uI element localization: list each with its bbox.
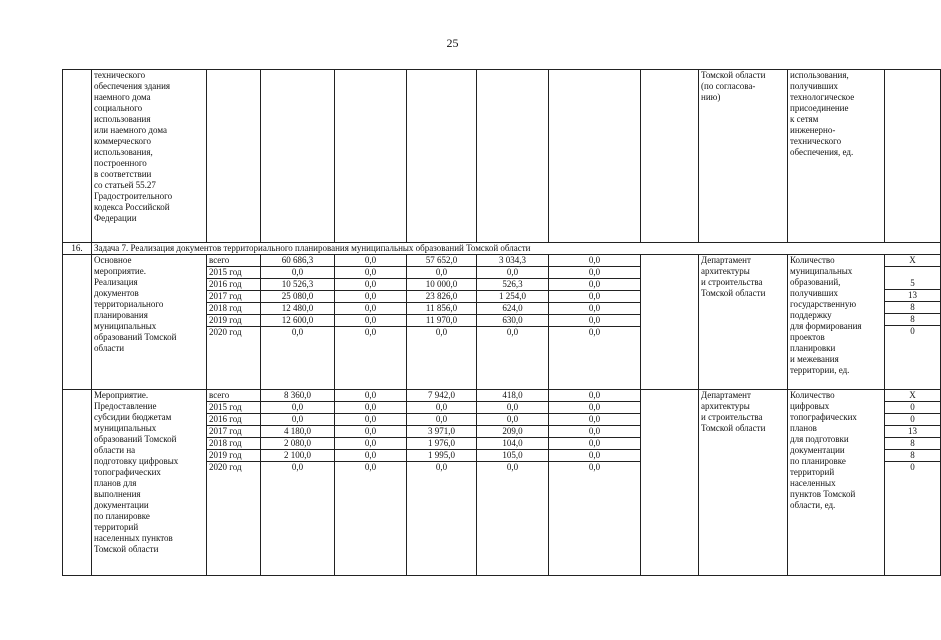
total-list	[261, 255, 335, 390]
extra-value: 0,0	[549, 267, 640, 279]
regional-cell	[407, 70, 477, 243]
federal-cell	[335, 70, 407, 243]
local-cell	[477, 70, 549, 243]
year-label: 2015 год	[207, 267, 260, 279]
regional-value: 11 970,0	[407, 315, 476, 327]
regional-value: 0,0	[407, 267, 476, 279]
extra-value: 0,0	[549, 255, 640, 267]
regional-value: 0,0	[407, 414, 476, 426]
executor: Департамент архитектуры и строительства Томской области	[699, 255, 788, 390]
regional-value: 3 971,0	[407, 426, 476, 438]
extra-value: 0,0	[549, 438, 640, 450]
activity-row-subsidy	[63, 390, 941, 576]
regional-list	[407, 255, 477, 390]
regional-value: 7 942,0	[407, 390, 476, 402]
indicator-values	[885, 390, 941, 576]
regional-list	[407, 390, 477, 576]
indicator-value	[885, 267, 940, 278]
regional-value: 23 826,0	[407, 291, 476, 303]
year-label: 2018 год	[207, 303, 260, 315]
year-label: всего	[207, 390, 260, 402]
federal-value: 0,0	[335, 438, 406, 450]
regional-value: 1 976,0	[407, 438, 476, 450]
total-list	[261, 390, 335, 576]
total-value: 8 360,0	[261, 390, 334, 402]
total-value: 4 180,0	[261, 426, 334, 438]
total-value: 0,0	[261, 414, 334, 426]
task-title: Задача 7. Реализация документов территориального планирования муниципальных образований Томской области	[92, 243, 941, 255]
executor: Департамент архитектуры и строительства Томской области	[699, 390, 788, 576]
local-value: 3 034,3	[477, 255, 548, 267]
indicator-value: 0	[910, 462, 915, 472]
year-label: 2017 год	[207, 291, 260, 303]
federal-value: 0,0	[335, 303, 406, 315]
total-value: 12 480,0	[261, 303, 334, 315]
local-value: 624,0	[477, 303, 548, 315]
indicator-value: 8	[885, 314, 940, 326]
indicator-name: Количество цифровых топографических планов для подготовки документации по планировке территорий населенных пунктов Томской области, ед.	[788, 390, 885, 576]
indicator-value: X	[885, 255, 940, 267]
extra-value: 0,0	[549, 291, 640, 303]
federal-value: 0,0	[335, 414, 406, 426]
extra-value: 0,0	[588, 462, 601, 472]
local-value: 0,0	[477, 414, 548, 426]
indicator-value: 13	[885, 290, 940, 302]
extra-value: 0,0	[549, 279, 640, 291]
federal-value: 0,0	[335, 291, 406, 303]
indicator-value: 8	[885, 438, 940, 450]
extra-list	[549, 390, 641, 576]
indicator-value: 0	[885, 402, 940, 414]
year-label: всего	[207, 255, 260, 267]
activity-row-main	[63, 255, 941, 390]
local-value: 526,3	[477, 279, 548, 291]
year-label: 2020 год	[209, 462, 242, 472]
year-label: 2016 год	[207, 414, 260, 426]
local-value: 0,0	[506, 327, 519, 337]
federal-value: 0,0	[335, 267, 406, 279]
extra-list	[549, 255, 641, 390]
continued-description: технического обеспечения здания наемного дома социального использования или наемного дома коммерческого использования, построенного в соответствии со статьей 55.27 Градостроительного кодекса Российской Федерации	[92, 70, 207, 243]
year-list	[207, 255, 261, 390]
total-value: 60 686,3	[261, 255, 334, 267]
indicator-value: 0	[910, 326, 915, 336]
row-number-cell	[63, 390, 92, 576]
indicator-value-cell	[885, 70, 941, 243]
continued-executor: Томской области (по согласова- нию)	[699, 70, 788, 243]
regional-value: 0,0	[407, 402, 476, 414]
local-value: 1 254,0	[477, 291, 548, 303]
row-number-cell	[63, 255, 92, 390]
year-cell	[207, 70, 261, 243]
local-value: 0,0	[506, 462, 519, 472]
federal-value: 0,0	[364, 327, 377, 337]
regional-value: 57 652,0	[407, 255, 476, 267]
total-value: 2 100,0	[261, 450, 334, 462]
local-value: 418,0	[477, 390, 548, 402]
federal-value: 0,0	[335, 450, 406, 462]
indicator-value: 8	[885, 450, 940, 462]
federal-value: 0,0	[335, 315, 406, 327]
local-value: 209,0	[477, 426, 548, 438]
local-value: 630,0	[477, 315, 548, 327]
extra-value: 0,0	[588, 327, 601, 337]
regional-value: 1 995,0	[407, 450, 476, 462]
blank-cell	[641, 390, 699, 576]
activity-name: Мероприятие. Предоставление субсидии бюджетам муниципальных образований Томской области на подготовку цифровых топографических планов для выполнения документации по планировке территорий населенных пунктов Томской области	[92, 390, 207, 576]
year-label: 2020 год	[209, 327, 242, 337]
federal-value: 0,0	[335, 390, 406, 402]
local-list	[477, 390, 549, 576]
row-number-cell	[63, 70, 92, 243]
federal-list	[335, 390, 407, 576]
extra-value: 0,0	[549, 402, 640, 414]
page-number: 25	[446, 36, 459, 50]
continued-indicator: использования, получивших технологическое присоединение к сетям инженерно- технического обеспечения, ед.	[788, 70, 885, 243]
total-value: 12 600,0	[261, 315, 334, 327]
federal-value: 0,0	[335, 255, 406, 267]
extra-value: 0,0	[549, 315, 640, 327]
local-value: 104,0	[477, 438, 548, 450]
year-label: 2019 год	[207, 315, 260, 327]
extra-value: 0,0	[549, 390, 640, 402]
regional-value: 11 856,0	[407, 303, 476, 315]
local-value: 105,0	[477, 450, 548, 462]
indicator-name: Количество муниципальных образований, получивших государственную поддержку для формирования проектов планировки и межевания территории, ед.	[788, 255, 885, 390]
extra-value: 0,0	[549, 414, 640, 426]
total-cell	[261, 70, 335, 243]
year-label: 2018 год	[207, 438, 260, 450]
extra-value: 0,0	[549, 450, 640, 462]
blank-cell	[641, 70, 699, 243]
total-value: 10 526,3	[261, 279, 334, 291]
local-value: 0,0	[477, 267, 548, 279]
total-value: 2 080,0	[261, 438, 334, 450]
year-label: 2015 год	[207, 402, 260, 414]
continued-row	[63, 70, 941, 243]
task-row	[63, 243, 941, 255]
total-value: 0,0	[291, 462, 304, 472]
indicator-value: X	[885, 390, 940, 402]
indicator-value: 8	[885, 302, 940, 314]
indicator-value: 5	[885, 278, 940, 290]
total-value: 0,0	[291, 327, 304, 337]
regional-value: 0,0	[435, 462, 448, 472]
total-value: 25 080,0	[261, 291, 334, 303]
federal-value: 0,0	[364, 462, 377, 472]
year-label: 2016 год	[207, 279, 260, 291]
extra-value: 0,0	[549, 303, 640, 315]
year-list	[207, 390, 261, 576]
indicator-value: 13	[885, 426, 940, 438]
total-value: 0,0	[261, 267, 334, 279]
blank-cell	[641, 255, 699, 390]
activity-name: Основное мероприятие. Реализация документов территориального планирования муниципальных образований Томской области	[92, 255, 207, 390]
federal-value: 0,0	[335, 426, 406, 438]
indicator-values	[885, 255, 941, 390]
federal-list	[335, 255, 407, 390]
task-number: 16.	[63, 243, 92, 255]
total-value: 0,0	[261, 402, 334, 414]
regional-value: 0,0	[435, 327, 448, 337]
federal-value: 0,0	[335, 402, 406, 414]
federal-value: 0,0	[335, 279, 406, 291]
program-table	[62, 69, 941, 576]
local-list	[477, 255, 549, 390]
regional-value: 10 000,0	[407, 279, 476, 291]
year-label: 2017 год	[207, 426, 260, 438]
year-label: 2019 год	[207, 450, 260, 462]
extra-cell	[549, 70, 641, 243]
extra-value: 0,0	[549, 426, 640, 438]
local-value: 0,0	[477, 402, 548, 414]
indicator-value: 0	[885, 414, 940, 426]
